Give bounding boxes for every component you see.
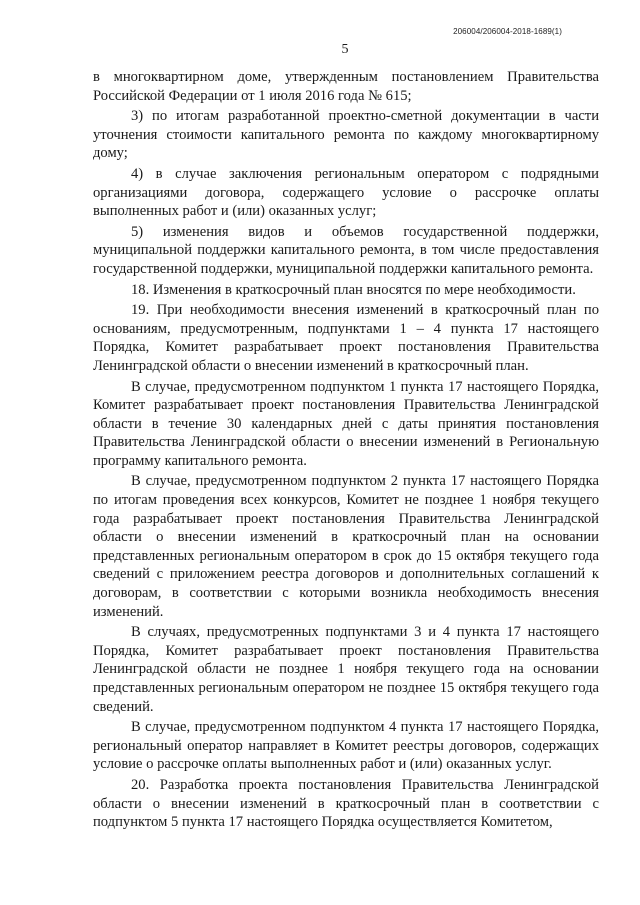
paragraph-case-subitems-3-4: В случаях, предусмотренных подпунктами 3 и 4 пункта 17 настоящего Порядка, Комитет разрабатывает проект постановления Правительства Ленинградской области не позднее 1 ноября текущего года на основании представленных региональным оператором не позднее 15 октября текущего года сведений. (93, 624, 599, 715)
paragraph-item-4: 4) в случае заключения региональным оператором с подрядными организациями договора, содержащего условие о рассрочке оплаты выполненных работ и (или) оказанных услуг; (93, 165, 599, 220)
paragraph-item-5: 5) изменения видов и объемов государственной поддержки, муниципальной поддержки капитального ремонта, в том числе предоставления государственной поддержки, муниципальной поддержки капитального ремонта. (93, 223, 599, 277)
document-body (93, 68, 599, 834)
document-id: 206004/206004-2018-1689(1) (453, 27, 562, 36)
paragraph-continuation: в многоквартирном доме, утвержденным постановлением Правительства Российской Федерации от 1 июля 2016 года № 615; (93, 69, 599, 104)
paragraph-item-3: 3) по итогам разработанной проектно-сметной документации в части уточнения стоимости капитального ремонта по каждому многоквартирному дому; (93, 108, 599, 162)
paragraph-case-subitem-4: В случае, предусмотренном подпунктом 4 пункта 17 настоящего Порядка, региональный оператор направляет в Комитет реестры договоров, содержащих условие о рассрочке оплаты выполненных работ и (или) оказанных услуг. (93, 719, 599, 773)
paragraph-case-subitem-1: В случае, предусмотренном подпунктом 1 пункта 17 настоящего Порядка, Комитет разрабатывает проект постановления Правительства Ленинградской области в течение 30 календарных дней с даты принятия постановления Правительства Ленинградской области о внесении изменений в Региональную программу капитального ремонта. (93, 378, 599, 469)
paragraph-case-subitem-2: В случае, предусмотренном подпунктом 2 пункта 17 настоящего Порядка по итогам проведения всех конкурсов, Комитет не позднее 1 ноября текущего года разрабатывает проект постановления Правительства Ленинградской области о внесении изменений в краткосрочный план на основании представленных региональным оператором в срок до 15 октября текущего года сведений с приложением реестра договоров и дополнительных соглашений к договорам, в соответствии с которыми возникла необходимость внесения изменений. (93, 473, 599, 620)
paragraph-clause-20: 20. Разработка проекта постановления Правительства Ленинградской области о внесении изменений в краткосрочный план в соответствии с подпунктом 5 пункта 17 настоящего Порядка осуществляется Комитетом, (93, 776, 599, 831)
page-number: 5 (341, 42, 349, 57)
paragraph-clause-18: 18. Изменения в краткосрочный план вносятся по мере необходимости. (131, 281, 576, 298)
paragraph-clause-19: 19. При необходимости внесения изменений в краткосрочный план по основаниям, предусмотренным, подпунктами 1 – 4 пункта 17 настоящего Порядка, Комитет разрабатывает проект постановления Правительства Ленинградской области о внесении изменений в краткосрочный план. (93, 302, 599, 374)
